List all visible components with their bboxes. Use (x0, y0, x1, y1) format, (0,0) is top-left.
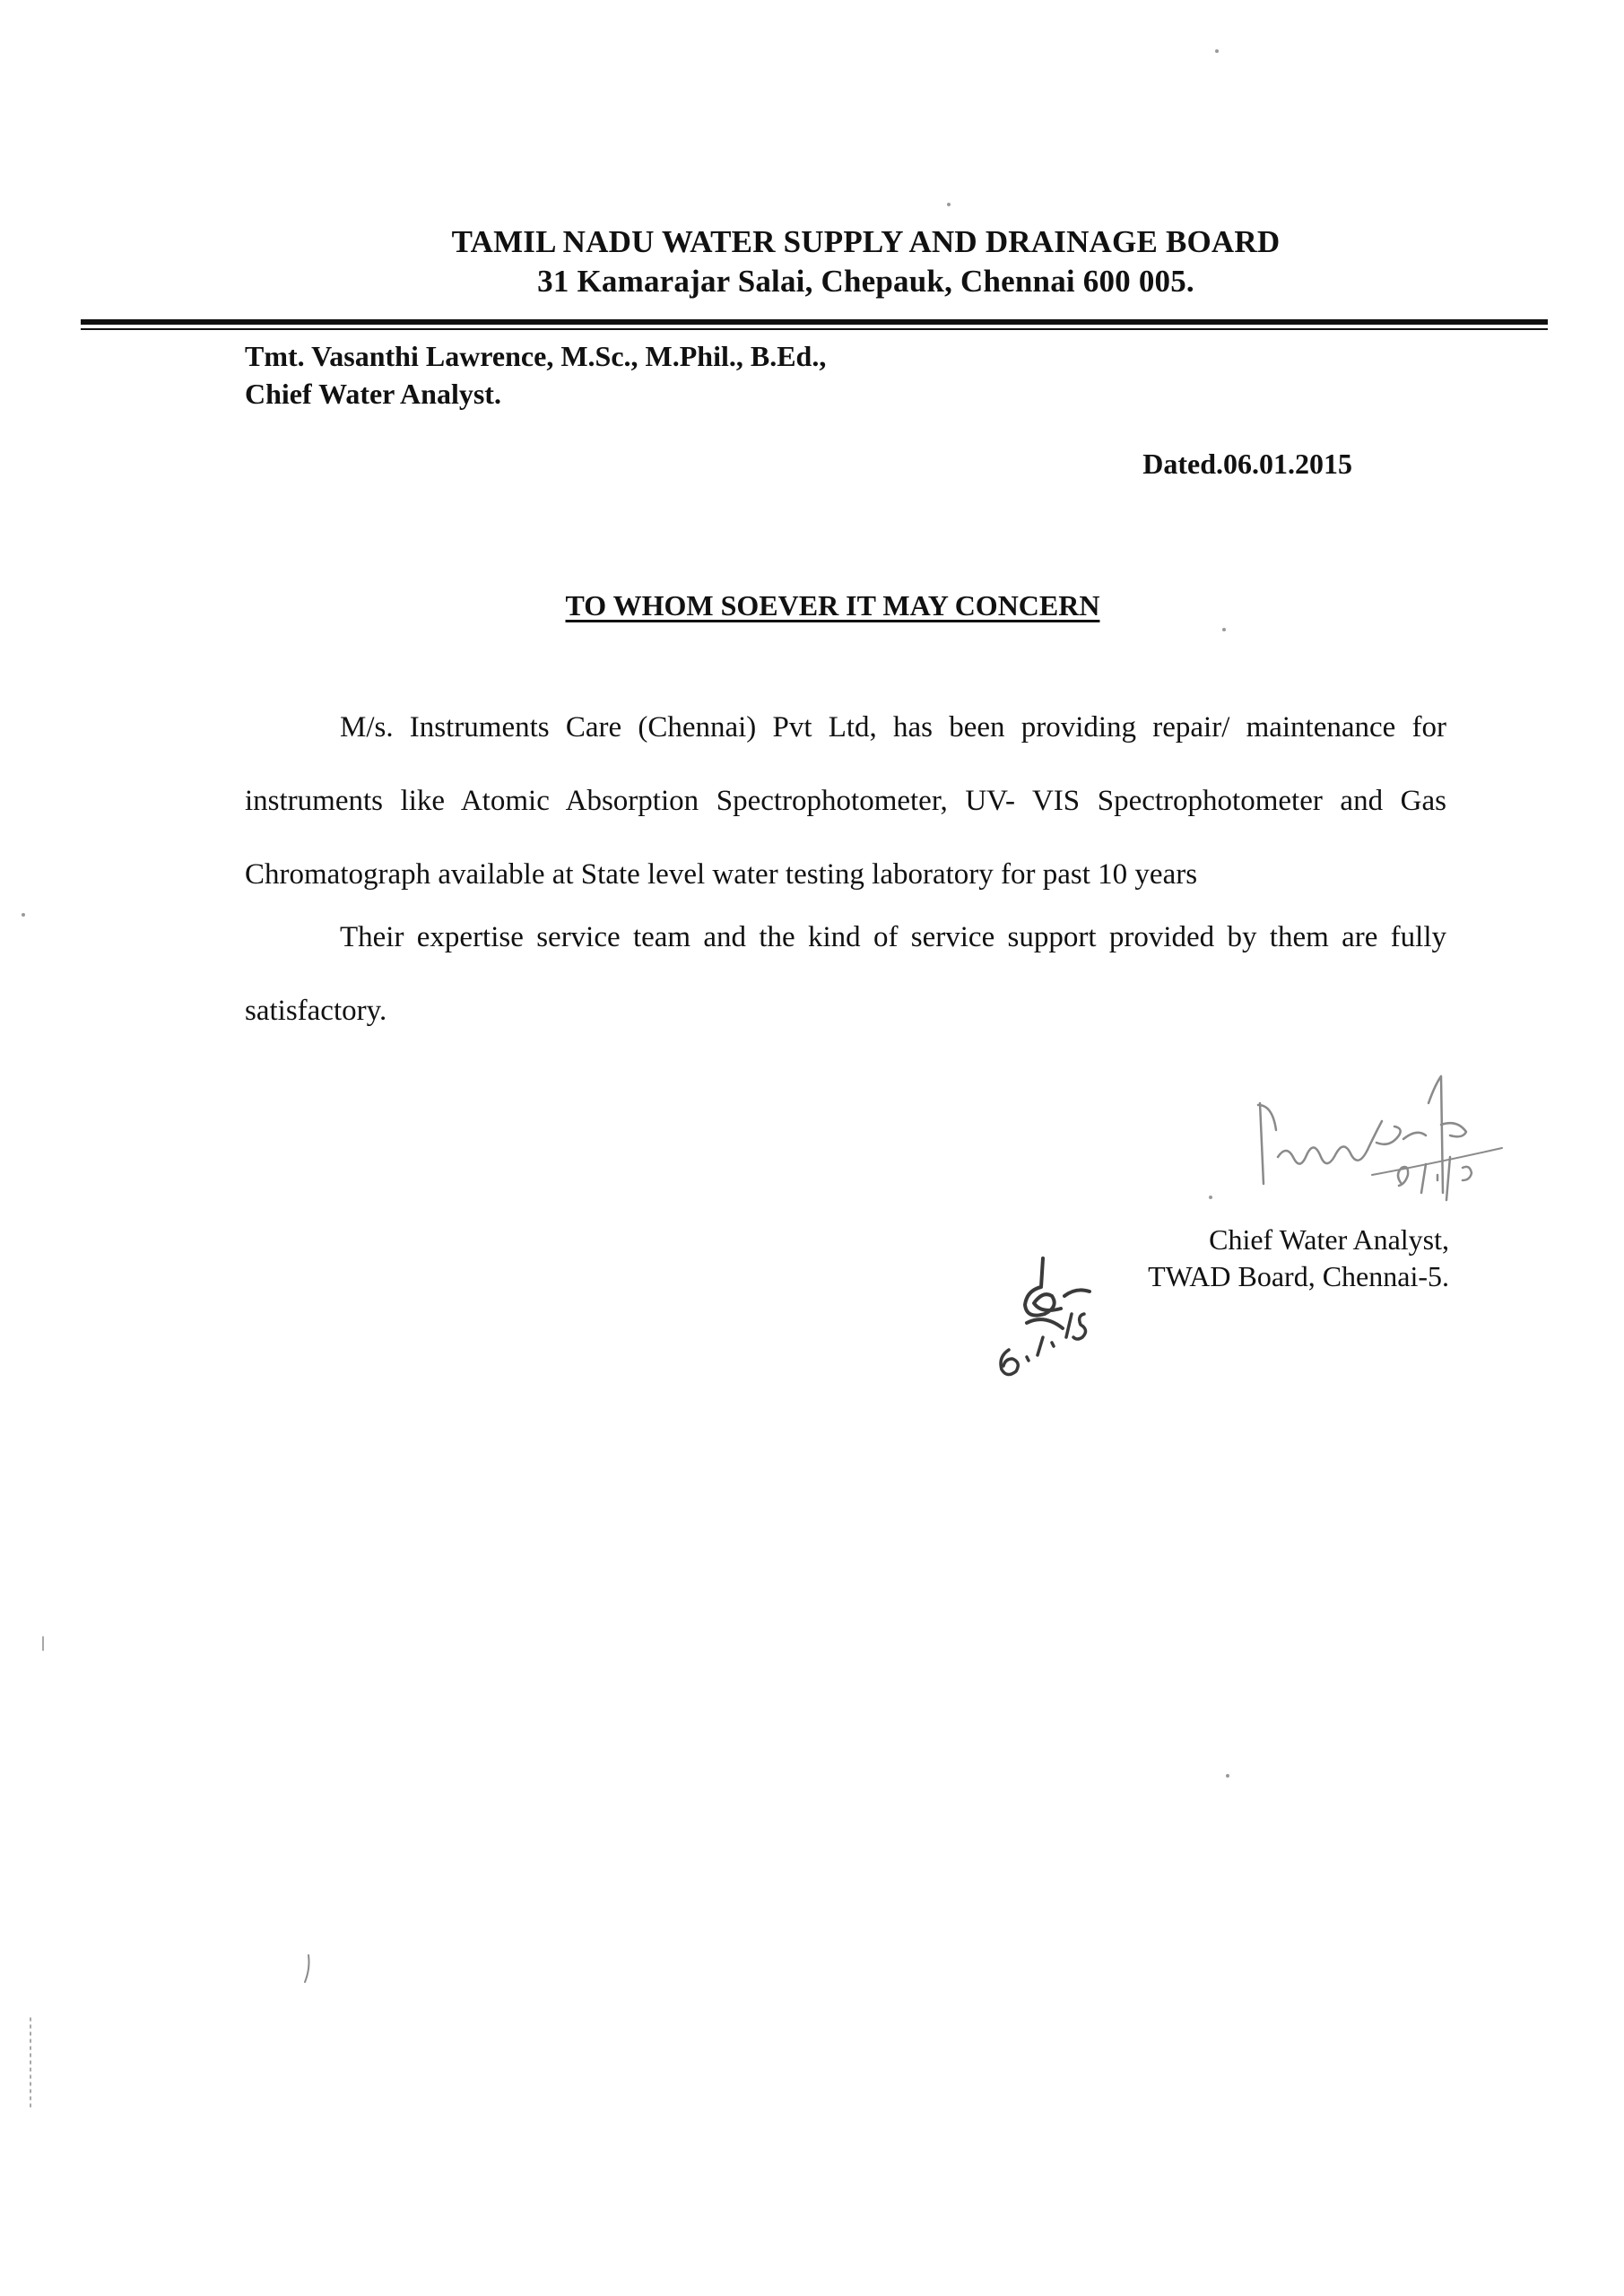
letter-subject: TO WHOM SOEVER IT MAY CONCERN (565, 589, 1100, 622)
organization-address: 31 Kamarajar Salai, Chepauk, Chennai 600 005. (537, 264, 1194, 299)
body-paragraph-2-text: Their expertise service team and the kind of service support provided by them are fully satisfactory. (245, 921, 1446, 1027)
body-paragraph-1-text: M/s. Instruments Care (Chennai) Pvt Ltd, has been providing repair/ maintenance for instruments like Atomic Absorption Spectrophotometer, UV- VIS Spectrophotometer and Gas Chromatograph available at State level water testing laboratory for past 10 years (245, 711, 1446, 891)
sender-designation: Chief Water Analyst. (245, 378, 501, 410)
signatory-title: Chief Water Analyst, (1209, 1223, 1449, 1256)
signatory-office: TWAD Board, Chennai-5. (1148, 1260, 1449, 1292)
sender-name: Tmt. Vasanthi Lawrence, M.Sc., M.Phil., B.Ed., (245, 340, 827, 372)
organization-name: TAMIL NADU WATER SUPPLY AND DRAINAGE BOARD (451, 224, 1281, 259)
letter-date: Dated.06.01.2015 (1142, 448, 1352, 480)
